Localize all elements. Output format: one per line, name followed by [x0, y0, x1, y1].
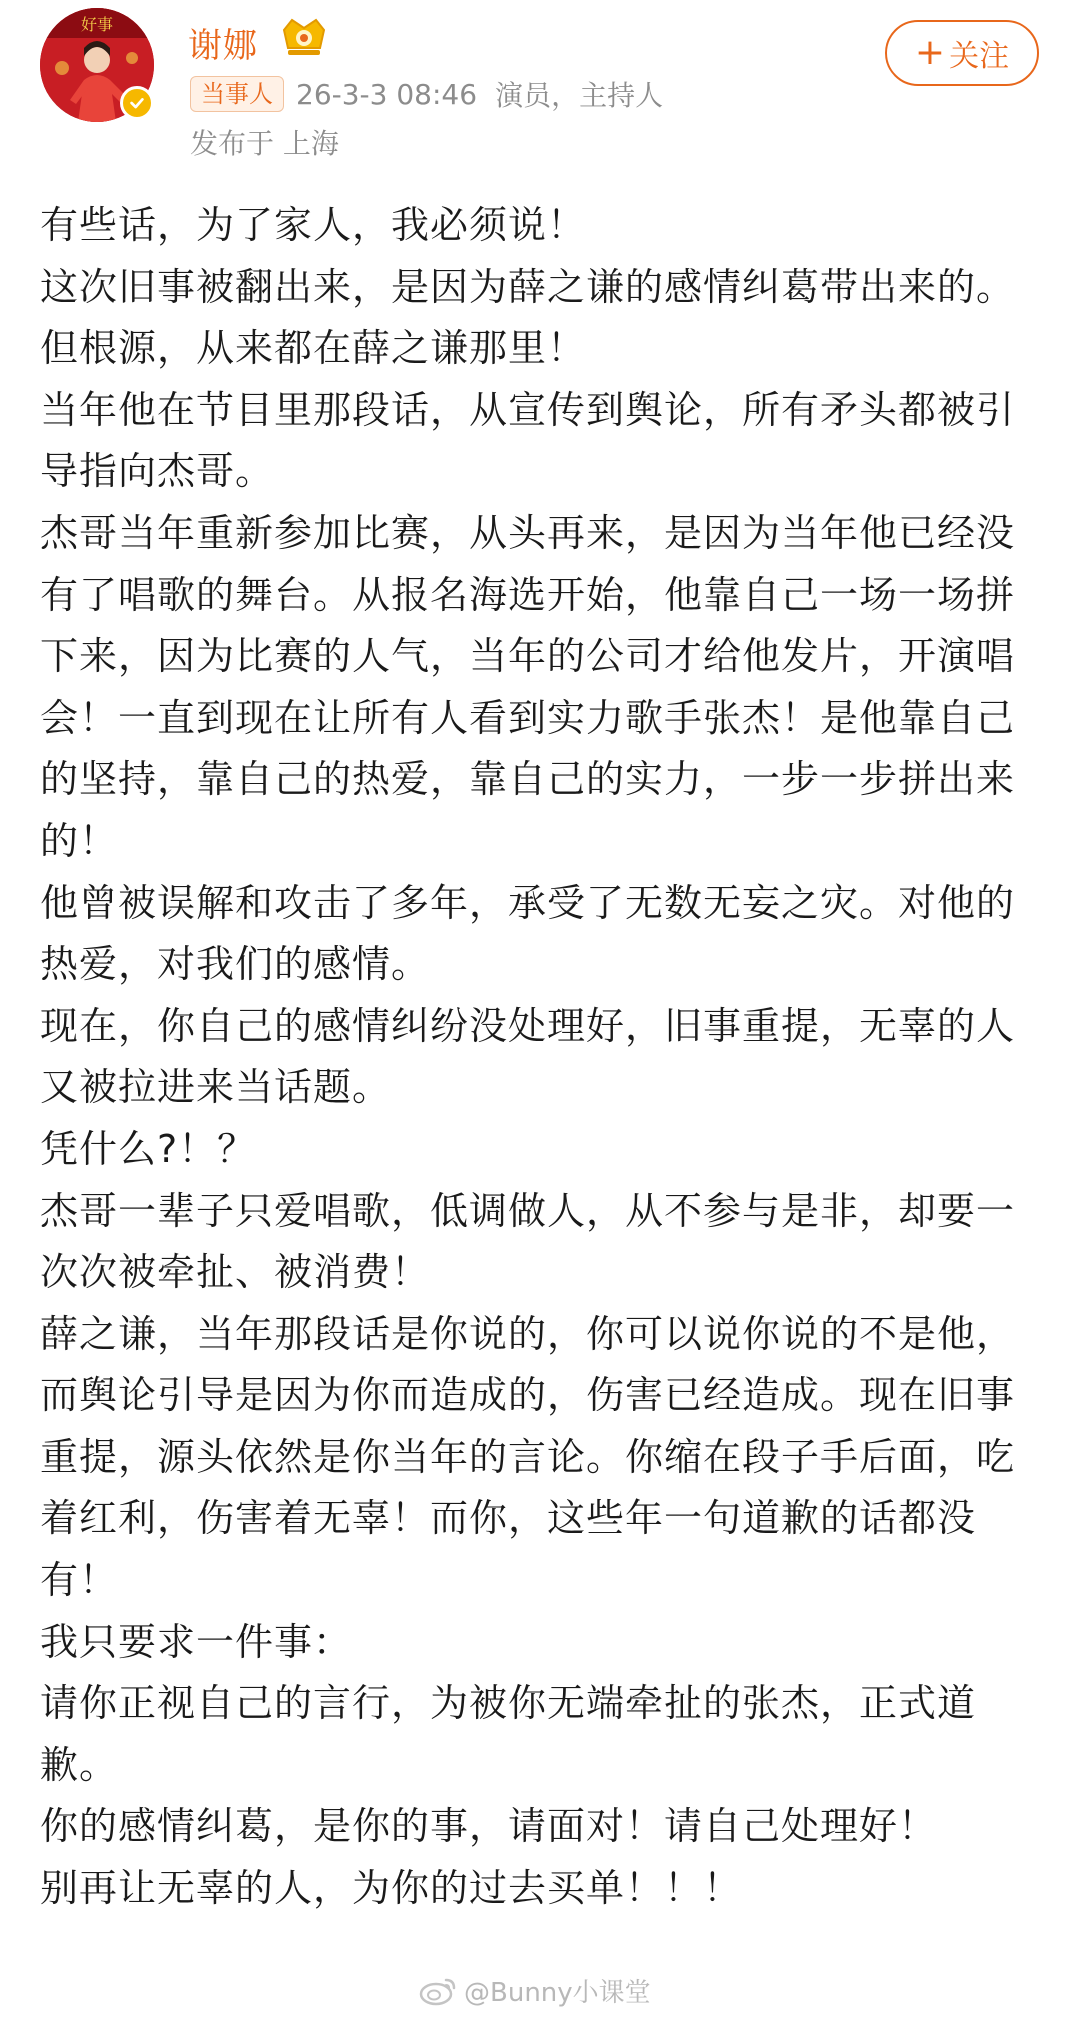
follow-button[interactable]	[885, 20, 1039, 86]
watermark	[418, 1970, 651, 2010]
post-paragraph: 杰哥当年重新参加比赛，从头再来，是因为当年他已经没有了唱歌的舞台。从报名海选开始，他靠自己一场一场拼下来，因为比赛的人气，当年的公司才给他发片，开演唱会！一直到现在让所有人看到实力歌手张杰！是他靠自己的坚持，靠自己的热爱，靠自己的实力，一步一步拼出来的！	[40, 510, 1016, 863]
vip-badge-icon	[280, 14, 328, 58]
weibo-logo-icon	[418, 1974, 458, 2006]
involved-party-tag: 当事人	[190, 76, 284, 112]
watermark-text: @Bunny小课堂	[464, 1977, 651, 2008]
post-timestamp: 26-3-3 08:46	[296, 77, 478, 111]
post-paragraph: 请你正视自己的言行，为被你无端牵扯的张杰，正式道歉。	[40, 1681, 977, 1787]
avatar-text: 好事	[80, 15, 114, 34]
post-paragraph: 有些话，为了家人，我必须说！	[40, 203, 587, 247]
post-paragraph: 杰哥一辈子只爱唱歌，低调做人，从不参与是非，却要一次次被牵扯、被消费！	[40, 1188, 1016, 1295]
post-paragraph: 但根源，从来都在薛之谦那里！	[40, 326, 587, 371]
author-name[interactable]: 谢娜	[188, 26, 258, 66]
post-paragraph: 凭什么?！？	[40, 1126, 257, 1171]
post-paragraph: 薛之谦，当年那段话是你说的，你可以说你说的不是他，而舆论引导是因为你而造成的，伤害已经造成。现在旧事重提，源头依然是你当年的言论。你缩在段子手后面，吃着红利，伤害着无辜！而你，这些年一句道歉的话都没有！	[40, 1311, 1016, 1603]
author-title: 演员，主持人	[495, 79, 664, 112]
post-body	[40, 195, 1040, 1920]
post-meta	[190, 74, 663, 114]
plus-icon: +	[914, 32, 946, 73]
post-paragraph: 我只要求一件事：	[40, 1619, 353, 1664]
follow-label: 关注	[949, 39, 1010, 74]
post-paragraph: 当年他在节目里那段话，从宣传到舆论，所有矛头都被引导指向杰哥。	[40, 387, 1016, 494]
post-header	[0, 0, 1080, 170]
post-paragraph: 现在，你自己的感情纠纷没处理好，旧事重提，无辜的人又被拉进来当话题。	[40, 1003, 1016, 1110]
post-paragraph: 这次旧事被翻出来，是因为薛之谦的感情纠葛带出来的。	[40, 264, 1016, 309]
post-paragraph: 他曾被误解和攻击了多年，承受了无数无妄之灾。对他的热爱，对我们的感情。	[40, 880, 1016, 987]
verified-badge-icon	[120, 86, 154, 120]
post-paragraph: 别再让无辜的人，为你的过去买单！！！	[40, 1866, 743, 1911]
post-paragraph: 你的感情纠葛，是你的事，请面对！请自己处理好！	[40, 1804, 938, 1849]
post-location: 发布于 上海	[190, 127, 339, 160]
